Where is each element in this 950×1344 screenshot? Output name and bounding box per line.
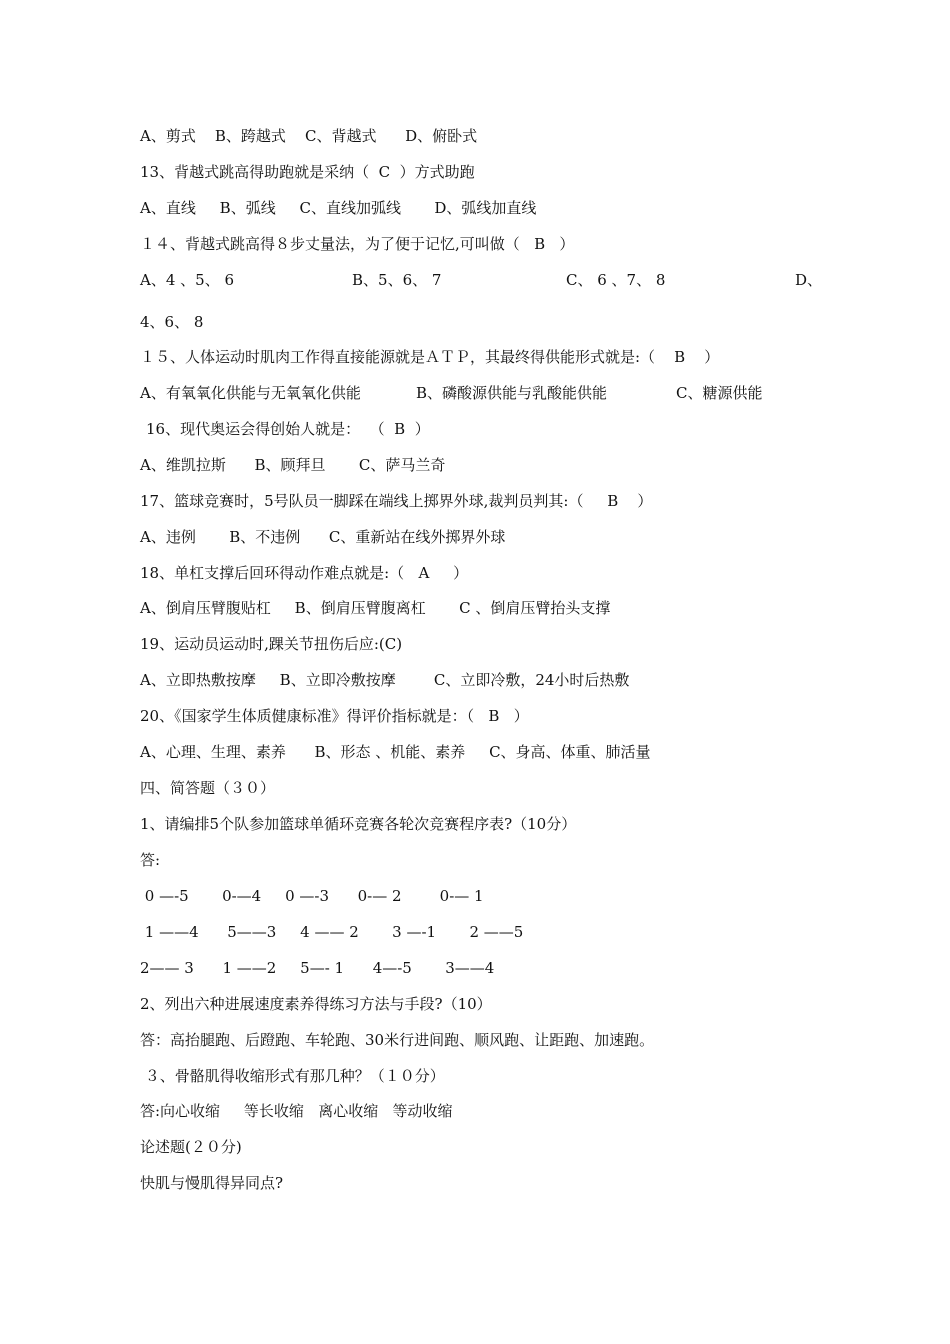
sa3-question: ３、骨骼肌得收缩形式有那几种？（１０分） [140, 1067, 445, 1085]
sa3-answer: 答:向心收缩 等长收缩 离心收缩 等动收缩 [140, 1102, 453, 1120]
q20-question: 20、《国家学生体质健康标准》得评价指标就是：（ B ） [140, 707, 529, 725]
q14-option-c: C、 6 、7、 8 [566, 271, 666, 289]
q18-options: A、倒肩压臂腹贴杠 B、倒肩压臂腹离杠 C 、倒肩压臂抬头支撑 [140, 599, 611, 617]
sa1-schedule-row-2: 1 ——4 5——3 4 —— 2 3 —-1 2 ——5 [140, 923, 524, 941]
section-heading-essay: 论述题(２０分) [140, 1138, 242, 1156]
q17-options: A、违例 B、不违例 C、重新站在线外掷界外球 [140, 528, 506, 546]
q14-option-d-cont: 4、6、 8 [140, 313, 204, 331]
q17-question: 17、篮球竞赛时，5号队员一脚踩在端线上掷界外球,裁判员判其:（ B ） [140, 492, 653, 510]
q13-question: 13、背越式跳高得助跑就是采纳（ C ）方式助跑 [140, 163, 475, 181]
q14-option-a: A、4 、5、 6 [140, 271, 234, 289]
sa1-schedule-row-3: 2—— 3 1 ——2 5—- 1 4—-5 3——4 [140, 959, 495, 977]
q15-question: １５、人体运动时肌肉工作得直接能源就是ＡＴＰ，其最终得供能形式就是:（ B ） [140, 348, 720, 366]
q15-option-c: C、糖源供能 [676, 384, 763, 402]
q12-options: A、剪式 B、跨越式 C、背越式 D、俯卧式 [140, 127, 478, 145]
sa2-answer: 答：高抬腿跑、后蹬跑、车轮跑、30米行进间跑、顺风跑、让距跑、加速跑。 [140, 1031, 655, 1049]
essay-question: 快肌与慢肌得异同点? [140, 1174, 284, 1192]
q19-options: A、立即热敷按摩 B、立即冷敷按摩 C、立即冷敷，24小时后热敷 [140, 671, 630, 689]
sa2-question: 2、列出六种进展速度素养得练习方法与手段?（10） [140, 995, 492, 1013]
q14-option-d: D、 [795, 271, 823, 289]
sa1-answer-label: 答: [140, 851, 161, 869]
q16-options: A、维凯拉斯 B、顾拜旦 C、萨马兰奇 [140, 456, 446, 474]
q18-question: 18、单杠支撑后回环得动作难点就是:（ A ） [140, 564, 469, 582]
q19-question: 19、运动员运动时,踝关节扭伤后应:(C) [140, 635, 403, 653]
q13-options: A、直线 B、弧线 C、直线加弧线 D、弧线加直线 [140, 199, 537, 217]
sa1-schedule-row-1: 0 —-5 0-—4 0 —-3 0-— 2 0-— 1 [140, 887, 484, 905]
q20-options: A、心理、生理、素养 B、形态 、机能、素养 C、身高、体重、肺活量 [140, 743, 651, 761]
section-heading-short-answer: 四、简答题（３０） [140, 779, 276, 797]
q15-option-b: B、磷酸源供能与乳酸能供能 [416, 384, 608, 402]
q15-option-a: A、有氧氧化供能与无氧氧化供能 [140, 384, 361, 402]
sa1-question: 1、请编排5个队参加篮球单循环竞赛各轮次竞赛程序表?（10分） [140, 815, 577, 833]
q16-question: 16、现代奥运会得创始人就是： （ B ） [146, 420, 430, 438]
q14-option-b: B、5、6、 7 [352, 271, 442, 289]
q14-question: １４、背越式跳高得８步丈量法，为了便于记忆,可叫做（ B ） [140, 235, 575, 253]
